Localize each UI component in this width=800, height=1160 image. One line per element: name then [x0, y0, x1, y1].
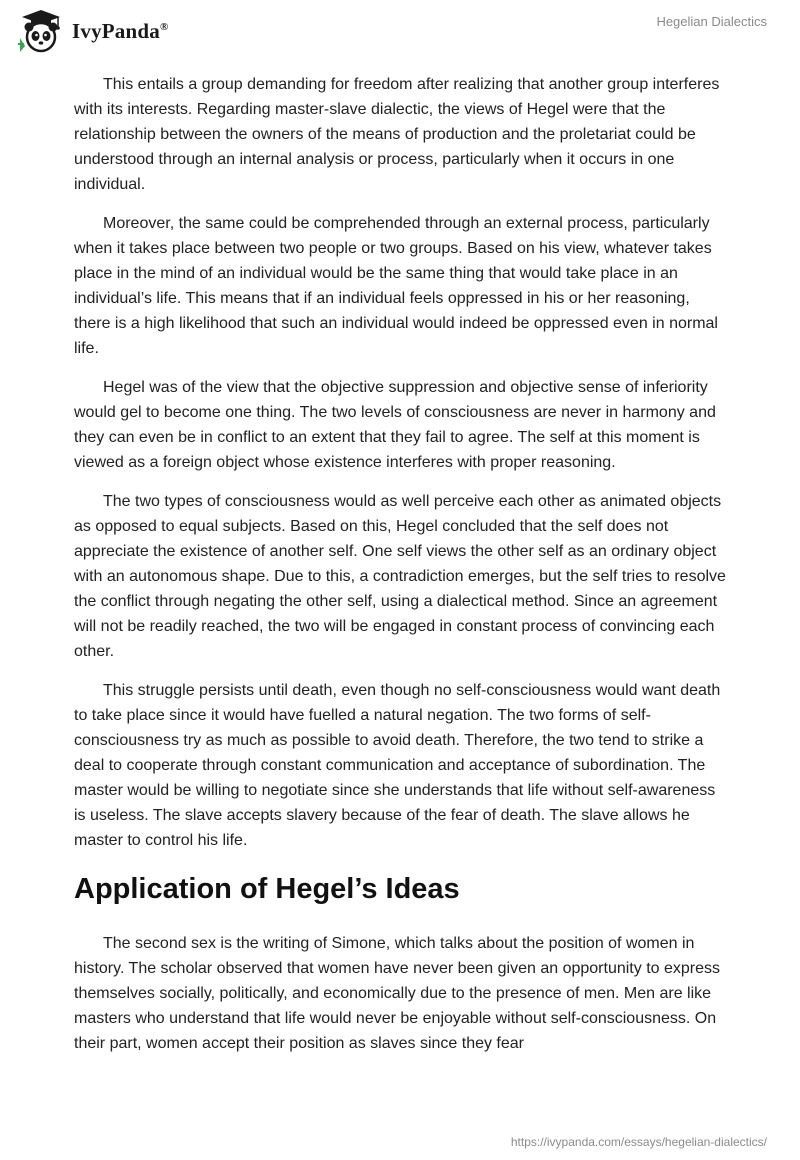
- panda-logo-icon: [16, 8, 66, 54]
- paragraph: This entails a group demanding for freedom after realizing that another group interferes with its interests. Regarding master-slave dialectic, the views of Hegel were that the relationship between the owners of the means of production and the proletariat could be understood through an internal analysis or process, particularly when it occurs in one individual.: [74, 76, 720, 193]
- paragraph: The two types of consciousness would as well perceive each other as animated objects as opposed to equal subjects. Based on this, Hegel concluded that the self does not appreciate the existence of another self. One self views the other self as an ordinary object with an autonomous shape. Due to this, a contradiction emerges, but the self tries to resolve the conflict through negating the other self, using a dialectical method. Since an agreement will not be readily reached, the two will be engaged in constant process of convincing each other.: [74, 493, 726, 660]
- paragraph: Moreover, the same could be comprehended through an external process, particularly when it takes place between two people or two groups. Based on his view, whatever takes place in the mind of an individual would be the same thing that would take place in an individual’s life. This means that if an individual feels oppressed in his or her reasoning, there is a high likelihood that such an individual would indeed be oppressed even in normal life.: [74, 215, 718, 357]
- section-heading: Application of Hegel’s Ideas: [74, 873, 460, 905]
- paragraph: This struggle persists until death, even though no self-consciousness would want death to take place since it would have fuelled a natural negation. The two forms of self-consciousness try as much as possible to avoid death. Therefore, the two tend to strike a deal to cooperate through constant communication and acceptance of subordination. The master would be willing to negotiate since she understands that life without self-awareness is useless. The slave accepts slavery because of the fear of death. The slave allows he master to control his life.: [74, 682, 721, 849]
- footer-url[interactable]: https://ivypanda.com/essays/hegelian-dialectics/: [510, 1135, 767, 1149]
- page-header: [0, 0, 800, 70]
- document-title: Hegelian Dialectics: [656, 14, 767, 29]
- ivypanda-logo[interactable]: [16, 8, 168, 54]
- paragraph: Hegel was of the view that the objective suppression and objective sense of inferiority would gel to become one thing. The two levels of consciousness are never in harmony and they can even be in conflict to an extent that they fail to agree. The self at this moment is viewed as a foreign object whose existence interferes with proper reasoning.: [74, 379, 716, 471]
- paragraph: The second sex is the writing of Simone, which talks about the position of women in history. The scholar observed that women have never been given an opportunity to express themselves socially, politically, and economically due to the presence of men. Men are like masters who understand that life would never be enjoyable without self-consciousness. On their part, women accept their position as slaves since they fear: [74, 935, 721, 1052]
- essay-content: [74, 72, 726, 1070]
- brand-name: IvyPanda®: [72, 18, 169, 43]
